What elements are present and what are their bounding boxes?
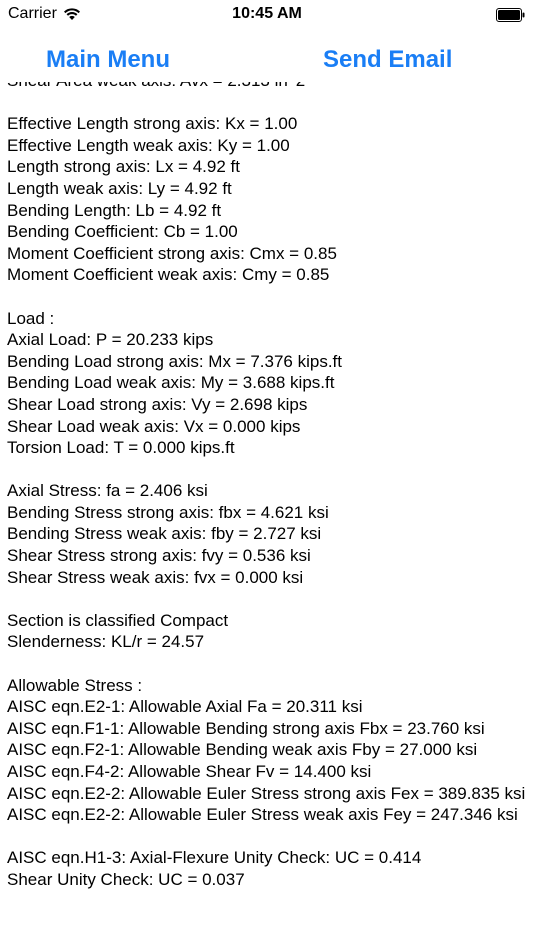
result-line: AISC eqn.F4-2: Allowable Shear Fv = 14.400 ksi [7,762,372,781]
result-line: Shear Unity Check: UC = 0.037 [7,869,245,889]
send-email-button[interactable]: Send Email [323,46,453,73]
result-line: Effective Length strong axis: Kx = 1.00 [7,114,298,134]
result-line: Length strong axis: Lx = 4.92 ft [7,157,240,177]
spacer [7,653,529,675]
nav-bar [0,42,534,82]
spacer [7,459,529,481]
result-line: Length weak axis: Ly = 4.92 ft [7,178,232,198]
main-menu-button[interactable]: Main Menu [46,46,170,73]
result-line: Bending Length: Lb = 4.92 ft [7,200,222,220]
spacer [7,286,529,308]
result-line: Bending Load weak axis: My = 3.688 kips.ft [7,373,335,393]
result-line: Bending Load strong axis: Mx = 7.376 kips.ft [7,351,343,371]
result-line: Effective Length weak axis: Ky = 1.00 [7,135,290,155]
result-line: Shear Stress strong axis: fvy = 0.536 ksi [7,546,311,566]
section-classification: Section is classified Compact [7,610,229,630]
results-text [7,70,529,891]
result-line: AISC eqn.H1-3: Axial-Flexure Unity Check: UC = 0.414 [7,848,422,868]
result-line: AISC eqn.E2-1: Allowable Axial Fa = 20.311 ksi [7,697,363,717]
result-line: AISC eqn.F2-1: Allowable Bending weak axis Fby = 27.000 ksi [7,740,478,760]
result-line: Moment Coefficient weak axis: Cmy = 0.85 [7,265,330,285]
carrier-label: Carrier [8,5,57,22]
allowable-heading: Allowable Stress : [7,675,143,695]
status-time: 10:45 AM [232,5,302,22]
result-line: Shear Load weak axis: Vx = 0.000 kips [7,416,301,436]
result-line: Shear Load strong axis: Vy = 2.698 kips [7,394,308,414]
spacer [7,826,529,848]
result-line: AISC eqn.F1-1: Allowable Bending strong axis Fbx = 23.760 ksi [7,718,485,738]
load-heading: Load : [7,308,55,328]
result-line: Shear Stress weak axis: fvx = 0.000 ksi [7,567,304,587]
result-line: Bending Coefficient: Cb = 1.00 [7,222,238,242]
result-line: Moment Coefficient strong axis: Cmx = 0.85 [7,243,337,263]
result-line: Bending Stress weak axis: fby = 2.727 ksi [7,524,322,544]
result-line: AISC eqn.E2-2: Allowable Euler Stress strong axis Fex = 389.835 ksi [7,783,526,803]
spacer [7,588,529,610]
result-line: AISC eqn.E2-2: Allowable Euler Stress weak axis Fey = 247.346 ksi [7,805,518,825]
result-line: Torsion Load: T = 0.000 kips.ft [7,438,235,458]
result-line: Bending Stress strong axis: fbx = 4.621 ksi [7,502,329,522]
slenderness: Slenderness: KL/r = 24.57 [7,632,205,652]
result-line: Axial Stress: fa = 2.406 ksi [7,481,208,501]
spacer [7,92,529,114]
result-line: Axial Load: P = 20.233 kips [7,330,214,350]
